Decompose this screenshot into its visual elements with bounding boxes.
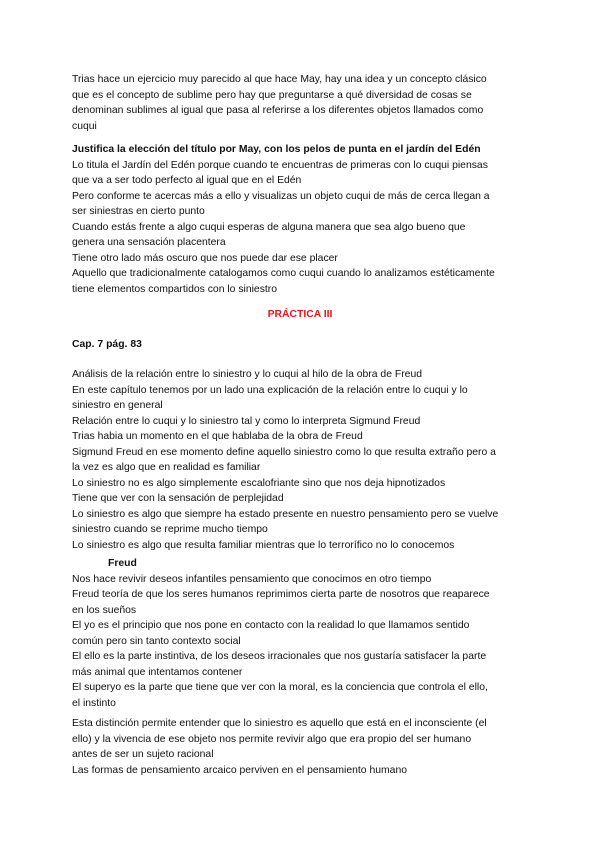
text-line: El yo es el principio que nos pone en contacto con la realidad lo que llamamos sentido	[72, 620, 470, 631]
text-line: Análisis de la relación entre lo siniestro y lo cuqui al hilo de la obra de Freud	[72, 369, 423, 380]
chapter-reference: Cap. 7 pág. 83	[72, 339, 142, 350]
text-line: Nos hace revivir deseos infantiles pensamiento que conocimos en otro tiempo	[72, 573, 432, 585]
text-line: Aquello que tradicionalmente catalogamos como cuqui cuando lo analizamos estéticamente	[72, 268, 495, 279]
text-line: siniestro en general	[72, 400, 163, 411]
text-line: El superyo es la parte que tiene que ver con la moral, es la conciencia que controla el ello,	[72, 682, 488, 693]
closing-paragraph	[72, 716, 532, 778]
section-title-eden	[72, 142, 532, 297]
text-line: Freud teoría de que los seres humanos reprimimos cierta parte de nosotros que reaparece	[72, 589, 490, 600]
text-line: siniestro cuando se reprime mucho tiempo	[72, 524, 268, 535]
text-line: Tiene otro lado más oscuro que nos puede dar ese placer	[72, 252, 338, 264]
text-line: la vez es algo que en realidad es familiar	[72, 462, 261, 473]
text-line: más animal que intentamos contener	[72, 666, 243, 678]
text-line: Lo siniestro no es algo simplemente escalofriante sino que nos deja hipnotizados	[72, 477, 446, 489]
text-line: Las formas de pensamiento arcaico perviven en el pensamiento humano	[72, 764, 408, 776]
section-freud	[72, 556, 532, 711]
text-line: Tiene que ver con la sensación de perplejidad	[72, 493, 284, 504]
text-line: cuqui	[72, 120, 97, 132]
text-line: Trias habia un momento en el que hablaba de la obra de Freud	[72, 431, 363, 442]
text-line: Relación entre lo cuqui y lo siniestro tal y como lo interpreta Sigmund Freud	[72, 415, 421, 427]
text-line: Pero conforme te acercas más a ello y visualizas un objeto cuqui de más de cerca llegan a	[72, 190, 490, 202]
text-line: Lo titula el Jardín del Edén porque cuando te encuentras de primeras con lo cuqui piensas	[72, 159, 488, 171]
text-line: Trias hace un ejercicio muy parecido al que hace May, hay una idea y un concepto clásico	[72, 74, 487, 85]
text-line: genera una sensación placentera	[72, 237, 226, 248]
text-line: Cuando estás frente a algo cuqui esperas de alguna manera que sea algo bueno que	[72, 221, 466, 233]
text-line: El ello es la parte instintiva, de los deseos irracionales que nos gustaría satisfacer la parte	[72, 651, 487, 662]
practica-title: PRÁCTICA III	[267, 309, 333, 320]
text-line: En este capítulo tenemos por un lado una explicación de la relación entre lo cuqui y lo	[72, 384, 468, 396]
text-line: el instinto	[72, 697, 116, 709]
text-line: Lo siniestro es algo que resulta familiar mientras que lo terrorífico no lo conocemos	[72, 539, 455, 551]
text-line: común pero sin tanto contexto social	[72, 635, 241, 647]
text-line: Sigmund Freud en ese momento define aquello siniestro como lo que resulta extraño pero a	[72, 446, 496, 458]
intro-paragraph	[72, 72, 532, 134]
text-line: ser siniestras en cierto punto	[72, 206, 205, 217]
text-line: ello) y la vivencia de ese objeto nos permite revivir algo que era propio del ser humano	[72, 733, 472, 745]
text-line: que va a ser todo perfecto al igual que en el Edén	[72, 175, 302, 186]
text-line: Esta distinción permite entender que lo siniestro es aquello que está en el inconsciente (el	[72, 718, 487, 729]
text-line: en los sueños	[72, 604, 137, 616]
text-line: tiene elementos compartidos con lo siniestro	[72, 283, 278, 295]
freud-heading: Freud	[108, 558, 137, 569]
section-heading: Justifica la elección del título por May, con los pelos de punta en el jardín del Edén	[72, 144, 481, 155]
text-line: que es el concepto de sublime pero hay que preguntarse a qué diversidad de cosas se	[72, 89, 472, 101]
text-line: antes de ser un sujeto racional	[72, 749, 214, 760]
text-line: Lo siniestro es algo que siempre ha estado presente en nuestro pensamiento pero se vuelve	[72, 508, 499, 520]
section-relacion	[72, 367, 532, 553]
text-line: denominan sublimes al igual que pasa al referirse a los diferentes objetos llamados como	[72, 105, 484, 116]
